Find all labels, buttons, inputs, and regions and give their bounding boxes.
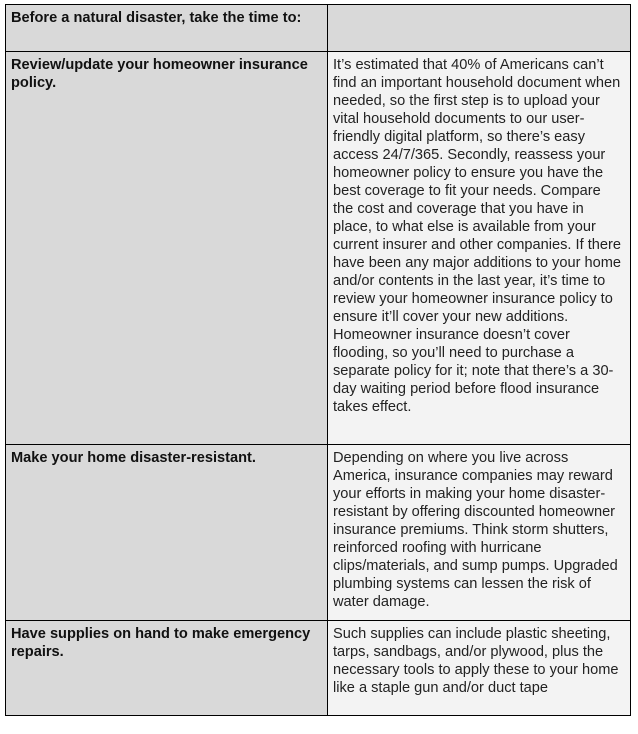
details-cell: Depending on where you live across America, insurance companies may reward your efforts in making your home disaster-resistant by offering discounted homeowner insurance premiums. Think storm shutters, reinforced roofing with hurricane clips/materials, and sump pumps. Upgraded plumbing systems can lessen the risk of water damage. xyxy=(328,445,631,621)
table-row xyxy=(6,52,631,445)
action-cell: Review/update your homeowner insurance policy. xyxy=(6,52,328,445)
table-row xyxy=(6,445,631,621)
table-row xyxy=(6,621,631,716)
details-cell: Such supplies can include plastic sheeting, tarps, sandbags, and/or plywood, plus the necessary tools to apply these to your home like a staple gun and/or duct tape xyxy=(328,621,631,716)
disaster-prep-table xyxy=(5,4,631,716)
details-cell: It’s estimated that 40% of Americans can’t find an important household document when needed, so the first step is to upload your vital household documents to our user-friendly digital platform, so there’s easy access 24/7/365. Secondly, reassess your homeowner policy to ensure you have the best coverage to fit your needs. Compare the cost and coverage that you have in place, to what else is available from your current insurer and other companies. If there have been any major additions to your home and/or contents in the last year, it’s time to review your homeowner insurance policy to ensure it’ll cover your new additions. Homeowner insurance doesn’t cover flooding, so you’ll need to purchase a separate policy for it; note that there’s a 30-day waiting period before flood insurance takes effect. xyxy=(328,52,631,445)
action-cell: Make your home disaster-resistant. xyxy=(6,445,328,621)
table-header-row xyxy=(6,5,631,52)
header-cell-right xyxy=(328,5,631,52)
header-cell-left: Before a natural disaster, take the time to: xyxy=(6,5,328,52)
action-cell: Have supplies on hand to make emergency repairs. xyxy=(6,621,328,716)
